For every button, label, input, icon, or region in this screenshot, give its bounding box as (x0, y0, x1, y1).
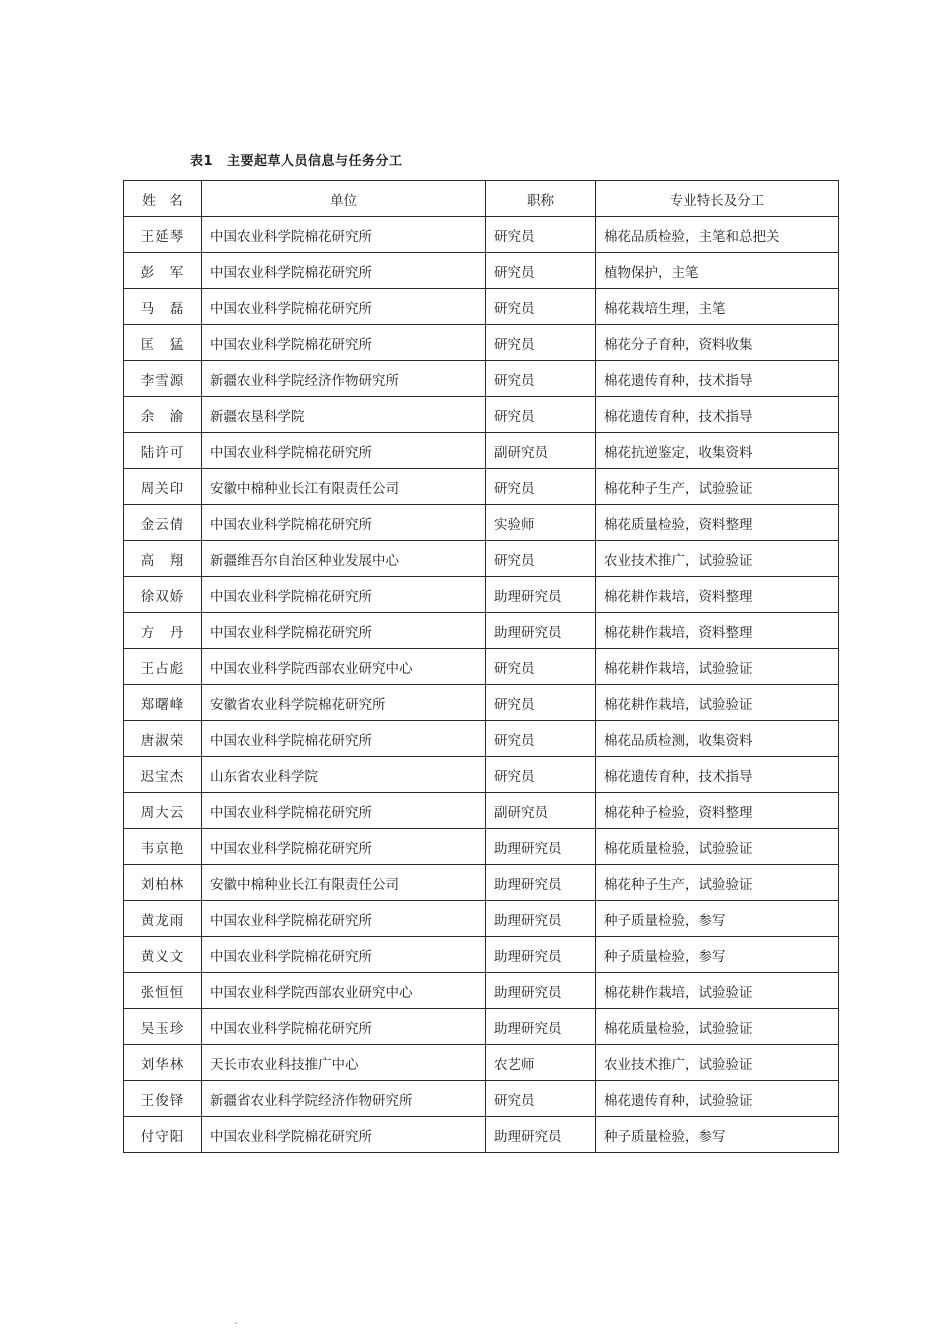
cell-spec: 棉花耕作栽培，试验验证 (596, 973, 839, 1009)
cell-unit: 中国农业科学院棉花研究所 (202, 829, 486, 865)
table-row (124, 361, 839, 397)
table-row (124, 577, 839, 613)
cell-spec: 棉花耕作栽培，试验验证 (596, 685, 839, 721)
cell-spec: 棉花质量检验，试验验证 (596, 829, 839, 865)
cell-spec: 种子质量检验，参写 (596, 901, 839, 937)
cell-spec: 棉花遗传育种，技术指导 (596, 757, 839, 793)
cell-name: 黄龙雨 (124, 901, 202, 937)
cell-spec: 棉花遗传育种，技术指导 (596, 397, 839, 433)
cell-name: 李雪源 (124, 361, 202, 397)
table-row (124, 1117, 839, 1153)
cell-name: 高 翔 (124, 541, 202, 577)
cell-spec: 棉花种子生产，试验验证 (596, 469, 839, 505)
table-row (124, 397, 839, 433)
cell-unit: 中国农业科学院棉花研究所 (202, 289, 486, 325)
cell-title: 研究员 (486, 685, 596, 721)
cell-spec: 棉花品质检测，收集资料 (596, 721, 839, 757)
cell-title: 农艺师 (486, 1045, 596, 1081)
header-title: 职称 (486, 181, 596, 217)
cell-title: 研究员 (486, 361, 596, 397)
table-row (124, 253, 839, 289)
table-row (124, 721, 839, 757)
cell-unit: 中国农业科学院棉花研究所 (202, 1009, 486, 1045)
table-row (124, 757, 839, 793)
header-spec: 专业特长及分工 (596, 181, 839, 217)
cell-name: 迟宝杰 (124, 757, 202, 793)
cell-title: 助理研究员 (486, 1117, 596, 1153)
table-row (124, 901, 839, 937)
table-caption (190, 150, 403, 169)
cell-name: 郑曙峰 (124, 685, 202, 721)
cell-spec: 棉花种子检验，资料整理 (596, 793, 839, 829)
cell-title: 研究员 (486, 325, 596, 361)
cell-unit: 中国农业科学院棉花研究所 (202, 901, 486, 937)
cell-name: 徐双娇 (124, 577, 202, 613)
cell-spec: 农业技术推广，试验验证 (596, 541, 839, 577)
cell-name: 匡 猛 (124, 325, 202, 361)
cell-name: 王延琴 (124, 217, 202, 253)
table-row (124, 469, 839, 505)
cell-name: 周大云 (124, 793, 202, 829)
cell-unit: 中国农业科学院棉花研究所 (202, 613, 486, 649)
cell-name: 刘华林 (124, 1045, 202, 1081)
cell-title: 副研究员 (486, 793, 596, 829)
cell-title: 研究员 (486, 1081, 596, 1117)
cell-name: 韦京艳 (124, 829, 202, 865)
cell-name: 周关印 (124, 469, 202, 505)
table-header-row (124, 181, 839, 217)
cell-title: 研究员 (486, 649, 596, 685)
cell-name: 陆许可 (124, 433, 202, 469)
table-row (124, 1081, 839, 1117)
cell-spec: 棉花品质检验，主笔和总把关 (596, 217, 839, 253)
cell-title: 研究员 (486, 289, 596, 325)
cell-name: 彭 军 (124, 253, 202, 289)
cell-name: 王俊铎 (124, 1081, 202, 1117)
cell-title: 助理研究员 (486, 865, 596, 901)
table-row (124, 1009, 839, 1045)
cell-unit: 新疆省农业科学院经济作物研究所 (202, 1081, 486, 1117)
cell-spec: 农业技术推广，试验验证 (596, 1045, 839, 1081)
cell-spec: 棉花种子生产，试验验证 (596, 865, 839, 901)
cell-unit: 新疆农垦科学院 (202, 397, 486, 433)
cell-title: 助理研究员 (486, 901, 596, 937)
cell-name: 余 渝 (124, 397, 202, 433)
cell-title: 研究员 (486, 541, 596, 577)
cell-name: 付守阳 (124, 1117, 202, 1153)
cell-unit: 安徽中棉种业长江有限责任公司 (202, 469, 486, 505)
cell-unit: 中国农业科学院棉花研究所 (202, 937, 486, 973)
cell-title: 研究员 (486, 397, 596, 433)
cell-name: 吴玉珍 (124, 1009, 202, 1045)
cell-title: 研究员 (486, 253, 596, 289)
cell-title: 研究员 (486, 469, 596, 505)
cell-name: 黄义文 (124, 937, 202, 973)
table-row (124, 217, 839, 253)
cell-title: 实验师 (486, 505, 596, 541)
cell-spec: 种子质量检验，参写 (596, 937, 839, 973)
cell-title: 助理研究员 (486, 937, 596, 973)
cell-unit: 中国农业科学院棉花研究所 (202, 325, 486, 361)
cell-unit: 中国农业科学院棉花研究所 (202, 793, 486, 829)
cell-unit: 新疆维吾尔自治区种业发展中心 (202, 541, 486, 577)
cell-title: 助理研究员 (486, 577, 596, 613)
cell-spec: 棉花抗逆鉴定，收集资料 (596, 433, 839, 469)
cell-unit: 中国农业科学院棉花研究所 (202, 505, 486, 541)
table-row (124, 289, 839, 325)
cell-unit: 中国农业科学院棉花研究所 (202, 433, 486, 469)
table-row (124, 433, 839, 469)
table-row (124, 541, 839, 577)
table-row (124, 829, 839, 865)
cell-unit: 中国农业科学院棉花研究所 (202, 217, 486, 253)
table-row (124, 325, 839, 361)
table-number: 表1 (190, 154, 214, 169)
table-row (124, 793, 839, 829)
cell-spec: 棉花分子育种，资料收集 (596, 325, 839, 361)
cell-unit: 中国农业科学院西部农业研究中心 (202, 973, 486, 1009)
cell-name: 王占彪 (124, 649, 202, 685)
cell-title: 助理研究员 (486, 613, 596, 649)
cell-unit: 安徽省农业科学院棉花研究所 (202, 685, 486, 721)
cell-spec: 植物保护，主笔 (596, 253, 839, 289)
cell-unit: 天长市农业科技推广中心 (202, 1045, 486, 1081)
cell-unit: 新疆农业科学院经济作物研究所 (202, 361, 486, 397)
table-row (124, 865, 839, 901)
table-row (124, 613, 839, 649)
cell-title: 助理研究员 (486, 973, 596, 1009)
scan-speck (235, 1322, 237, 1324)
cell-unit: 中国农业科学院棉花研究所 (202, 721, 486, 757)
cell-title: 副研究员 (486, 433, 596, 469)
cell-title: 助理研究员 (486, 829, 596, 865)
table-row (124, 649, 839, 685)
cell-spec: 棉花耕作栽培，试验验证 (596, 649, 839, 685)
cell-spec: 棉花质量检验，资料整理 (596, 505, 839, 541)
cell-unit: 山东省农业科学院 (202, 757, 486, 793)
cell-title: 助理研究员 (486, 1009, 596, 1045)
cell-name: 马 磊 (124, 289, 202, 325)
cell-spec: 棉花质量检验，试验验证 (596, 1009, 839, 1045)
cell-unit: 安徽中棉种业长江有限责任公司 (202, 865, 486, 901)
cell-title: 研究员 (486, 757, 596, 793)
cell-unit: 中国农业科学院棉花研究所 (202, 1117, 486, 1153)
table-title: 主要起草人员信息与任务分工 (227, 154, 403, 169)
cell-spec: 棉花耕作栽培，资料整理 (596, 577, 839, 613)
table-row (124, 685, 839, 721)
cell-unit: 中国农业科学院棉花研究所 (202, 577, 486, 613)
cell-spec: 棉花耕作栽培，资料整理 (596, 613, 839, 649)
cell-title: 研究员 (486, 721, 596, 757)
cell-name: 方 丹 (124, 613, 202, 649)
table-row (124, 1045, 839, 1081)
header-unit: 单位 (202, 181, 486, 217)
cell-title: 研究员 (486, 217, 596, 253)
cell-name: 张恒恒 (124, 973, 202, 1009)
cell-spec: 棉花遗传育种，技术指导 (596, 361, 839, 397)
table-row (124, 505, 839, 541)
staff-table (123, 180, 839, 1153)
cell-spec: 种子质量检验，参写 (596, 1117, 839, 1153)
cell-unit: 中国农业科学院西部农业研究中心 (202, 649, 486, 685)
cell-unit: 中国农业科学院棉花研究所 (202, 253, 486, 289)
header-name: 姓 名 (124, 181, 202, 217)
cell-spec: 棉花遗传育种，试验验证 (596, 1081, 839, 1117)
table-row (124, 973, 839, 1009)
cell-name: 金云倩 (124, 505, 202, 541)
cell-name: 刘柏林 (124, 865, 202, 901)
table-row (124, 937, 839, 973)
cell-spec: 棉花栽培生理，主笔 (596, 289, 839, 325)
cell-name: 唐淑荣 (124, 721, 202, 757)
